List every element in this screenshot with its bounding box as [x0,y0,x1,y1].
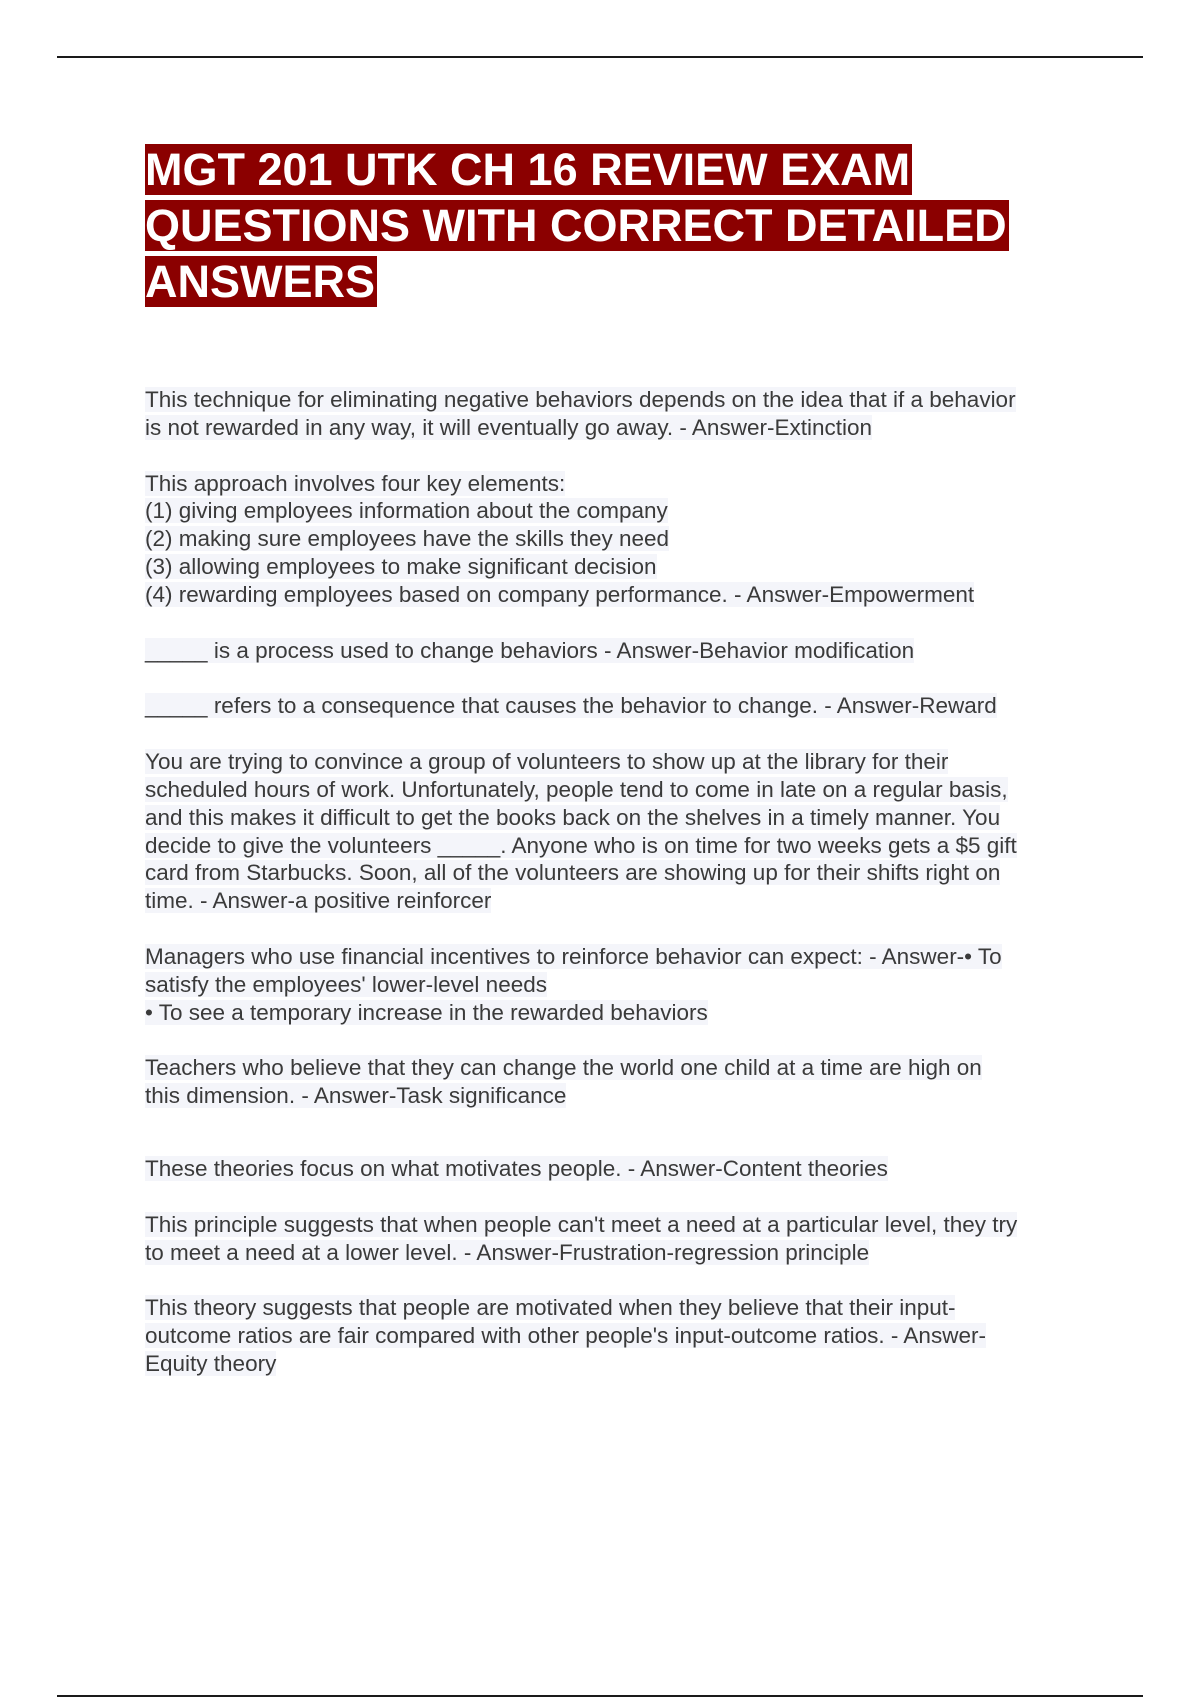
qa-line: (3) allowing employees to make significant decision [145,553,657,579]
qa-line: time. - Answer-a positive reinforcer [145,888,492,914]
qa-line: decide to give the volunteers _____. Anyone who is on time for two weeks gets a $5 gift [145,832,1017,858]
qa-line: to meet a need at a lower level. - Answer-Frustration-regression principle [145,1239,870,1265]
qa-line: satisfy the employees' lower-level needs [145,971,547,997]
qa-line: Teachers who believe that they can change the world one child at a time are high on [145,1055,982,1081]
qa-item-positive-reinforcer [145,748,1085,915]
document-title-block [145,142,1085,310]
qa-line: this dimension. - Answer-Task significance [145,1083,567,1109]
qa-line: These theories focus on what motivates people. - Answer-Content theories [145,1155,888,1181]
document-title [145,142,1085,310]
qa-line: and this makes it difficult to get the books back on the shelves in a timely manner. You [145,804,1001,830]
qa-line: outcome ratios are fair compared with other people's input-outcome ratios. - Answer- [145,1323,986,1349]
qa-item-content-theories [145,1155,1085,1183]
qa-line: (4) rewarding employees based on company performance. - Answer-Empowerment [145,581,975,607]
qa-line: Managers who use financial incentives to reinforce behavior can expect: - Answer-• To [145,943,1002,969]
qa-item-empowerment [145,470,1085,609]
qa-line: Equity theory [145,1350,277,1376]
qa-line: scheduled hours of work. Unfortunately, people tend to come in late on a regular basis, [145,776,1008,802]
qa-line: This theory suggests that people are motivated when they believe that their input- [145,1295,956,1321]
qa-item-task-significance [145,1054,1085,1110]
qa-item-behavior-modification [145,637,1085,665]
qa-line: _____ is a process used to change behaviors - Answer-Behavior modification [145,637,915,663]
qa-line: You are trying to convince a group of volunteers to show up at the library for their [145,749,949,775]
qa-line: (2) making sure employees have the skills they need [145,526,670,552]
qa-line: • To see a temporary increase in the rewarded behaviors [145,999,708,1025]
qa-line: This approach involves four key elements: [145,470,566,496]
top-rule [57,56,1143,58]
title-line: ANSWERS [145,256,376,307]
bottom-rule [57,1695,1143,1697]
qa-item-reward [145,692,1085,720]
qa-line: _____ refers to a consequence that causes the behavior to change. - Answer-Reward [145,693,997,719]
question-list [145,386,1085,1378]
qa-line: This technique for eliminating negative behaviors depends on the idea that if a behavior [145,387,1016,412]
qa-item-financial-incentives [145,943,1085,1026]
qa-item-frustration-regression [145,1211,1085,1267]
qa-item-equity-theory [145,1294,1085,1377]
qa-line: is not rewarded in any way, it will eventually go away. - Answer-Extinction [145,414,872,440]
title-line: QUESTIONS WITH CORRECT DETAILED [145,200,1007,251]
qa-line: This principle suggests that when people can't meet a need at a particular level, they try [145,1211,1018,1237]
qa-line: card from Starbucks. Soon, all of the volunteers are showing up for their shifts right on [145,860,1001,886]
qa-line: (1) giving employees information about the company [145,498,668,524]
qa-item-extinction [145,386,1085,442]
title-line: MGT 201 UTK CH 16 REVIEW EXAM [145,144,911,195]
